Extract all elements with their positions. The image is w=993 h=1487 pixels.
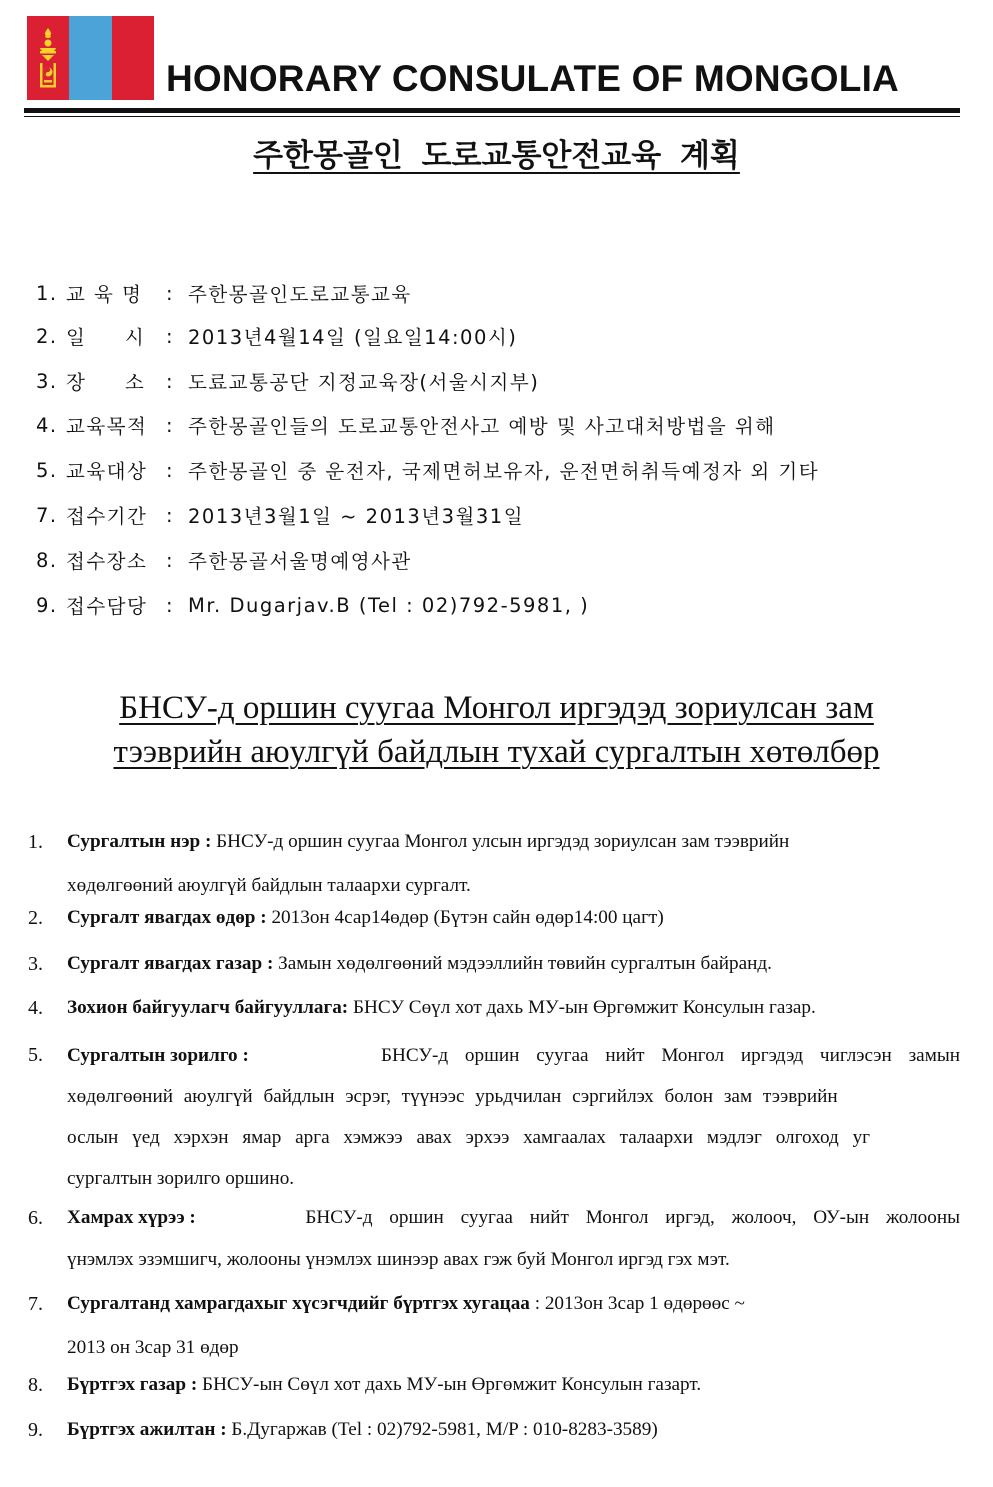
mongolian-title-line2: тээврийн аюулгүй байдлын тухай сургалтын хөтөлбөр: [113, 734, 880, 770]
mn-item-number: 1.: [28, 831, 43, 853]
kr-item-separator: :: [166, 413, 175, 437]
mn-list-item: [28, 1416, 960, 1444]
mn-list-item: [28, 1197, 960, 1281]
kr-item-label: 접수담당: [66, 595, 148, 618]
kr-item-number: 3.: [36, 369, 58, 393]
mn-item-text: үнэмлэх эзэмшигч, жолооны үнэмлэх шинээр авах гэж буй Монгол иргэд гэх мэт.: [67, 1249, 730, 1270]
kr-list-item: [36, 500, 524, 530]
mn-item-number: 4.: [28, 997, 43, 1019]
mn-list-item: [28, 950, 960, 978]
kr-list-item: [36, 455, 819, 485]
mn-item-number: 3.: [28, 953, 43, 975]
mn-item-text: ослын үед хэрхэн ямар арга хэмжээ авах эрхээ хамгаалах талаархи мэдлэг олгоход уг: [67, 1127, 871, 1148]
kr-list-item: [36, 278, 412, 308]
mn-item-text: 2013он 4сар14өдөр (Бүтэн сайн өдөр14:00 цагт): [271, 907, 664, 928]
kr-list-item: [36, 366, 539, 396]
kr-item-number: 9.: [36, 593, 58, 617]
kr-list-item: [36, 590, 589, 620]
mn-list-item: [28, 1035, 960, 1199]
mn-item-label: Сургалтанд хамрагдахыг хүсэгчдийг бүртгэх хугацаа: [67, 1293, 530, 1314]
mn-item-label: Зохион байгуулагч байгууллага:: [67, 997, 349, 1018]
kr-item-label: 교 육 명: [66, 283, 143, 306]
mn-item-text: сургалтын зорилго оршино.: [67, 1168, 295, 1189]
kr-item-label: 교육대상: [66, 460, 148, 483]
mongolia-flag-icon: [27, 16, 154, 100]
soyombo-icon: [35, 28, 61, 92]
mn-item-text: Замын хөдөлгөөний мэдээллийн төвийн сургалтын байранд.: [278, 953, 772, 974]
kr-item-number: 4.: [36, 413, 58, 437]
kr-item-number: 7.: [36, 503, 58, 527]
korean-title-text: 주한몽골인 도로교통안전교육 계획: [253, 138, 740, 174]
kr-item-value: 주한몽골인도로교통교육: [188, 283, 412, 306]
mn-item-number: 9.: [28, 1419, 43, 1441]
header-divider-thick: [24, 108, 960, 113]
kr-item-value: 2013년3월1일 ~ 2013년3월31일: [188, 505, 525, 528]
kr-item-label: 접수기간: [66, 505, 148, 528]
mn-item-label: Сургалт явагдах өдөр :: [67, 907, 267, 928]
mn-item-text: хөдөлгөөний аюулгүй байдлын талаархи сургалт.: [67, 875, 471, 896]
mn-item-text: 2013 он 3сар 31 өдөр: [67, 1337, 239, 1358]
mn-item-number: 6.: [28, 1207, 43, 1229]
mn-item-number: 2.: [28, 907, 43, 929]
mn-item-label: Хамрах хүрээ :: [67, 1207, 196, 1228]
kr-item-number: 1.: [36, 281, 58, 305]
mn-item-number: 5.: [28, 1044, 43, 1066]
mn-item-label: Сургалт явагдах газар :: [67, 953, 274, 974]
mn-item-label: Сургалтын зорилго :: [67, 1045, 249, 1066]
mn-list-item: [28, 994, 960, 1022]
kr-item-label: 교육목적: [66, 415, 148, 438]
header-divider-thin: [24, 116, 960, 117]
mn-item-text: БНСУ-ын Сөүл хот дахь МУ-ын Өргөмжит Консулын газарт.: [202, 1374, 702, 1395]
mn-item-text: Б.Дугаржав (Tel : 02)792-5981, M/P : 010-8283-3589): [231, 1419, 658, 1440]
consulate-title: HONORARY CONSULATE OF MONGOLIA: [166, 58, 899, 99]
kr-item-separator: :: [166, 548, 175, 572]
mn-list-item: [28, 904, 960, 932]
mn-item-text: БНСУ-д оршин суугаа нийт Монгол иргэдэд чиглэсэн замын: [380, 1045, 960, 1066]
mn-item-number: 8.: [28, 1374, 43, 1396]
kr-item-value: Mr. Dugarjav.B (Tel : 02)792-5981, ): [188, 593, 590, 617]
kr-list-item: [36, 321, 517, 351]
kr-list-item: [36, 545, 412, 575]
kr-item-label: 일 시: [66, 326, 146, 349]
mn-item-text: БНСУ-д оршин суугаа нийт Монгол иргэд, жолооч, ОУ-ын жолооны: [305, 1207, 960, 1228]
kr-item-separator: :: [166, 503, 175, 527]
kr-item-number: 5.: [36, 458, 58, 482]
mn-list-item: [28, 1371, 960, 1399]
kr-item-value: 주한몽골서울명예영사관: [188, 550, 412, 573]
kr-item-separator: :: [166, 324, 175, 348]
kr-item-separator: :: [166, 458, 175, 482]
mn-item-text: : 2013он 3сар 1 өдөрөөс ~: [534, 1293, 745, 1314]
kr-item-value: 2013년4월14일 (일요일14:00시): [188, 326, 518, 349]
kr-item-separator: :: [166, 593, 175, 617]
korean-document-title: [0, 130, 993, 175]
kr-item-separator: :: [166, 281, 175, 305]
kr-item-number: 8.: [36, 548, 58, 572]
mn-item-label: Сургалтын нэр :: [67, 831, 212, 852]
kr-item-label: 접수장소: [66, 550, 148, 573]
mn-item-text: БНСУ Сөүл хот дахь МУ-ын Өргөмжит Консулын газар.: [352, 997, 816, 1018]
mn-list-item: [28, 820, 960, 908]
kr-list-item: [36, 410, 776, 440]
mongolian-document-title: [0, 686, 993, 774]
kr-item-value: 도료교통공단 지정교육장(서울시지부): [188, 371, 540, 394]
mn-item-label: Бүртгэх газар :: [67, 1374, 198, 1395]
mn-list-item: [28, 1282, 960, 1370]
kr-item-separator: :: [166, 369, 175, 393]
mongolian-title-line1: БНСУ-д оршин суугаа Монгол иргэдэд зориулсан зам: [119, 690, 874, 726]
mn-item-text: хөдөлгөөний аюулгүй байдлын эсрэг, түүнээс урьдчилан сэргийлэх болон зам тээврийн: [67, 1086, 838, 1107]
kr-item-number: 2.: [36, 324, 58, 348]
mn-item-text: БНСУ-д оршин суугаа Монгол улсын иргэдэд зориулсан зам тээврийн: [216, 831, 790, 852]
kr-item-value: 주한몽골인들의 도로교통안전사고 예방 및 사고대처방법을 위해: [188, 415, 776, 438]
kr-item-label: 장 소: [66, 371, 146, 394]
mn-item-label: Бүртгэх ажилтан :: [67, 1419, 227, 1440]
mn-item-number: 7.: [28, 1293, 43, 1315]
kr-item-value: 주한몽골인 중 운전자, 국제면허보유자, 운전면허취득예정자 외 기타: [188, 460, 820, 483]
